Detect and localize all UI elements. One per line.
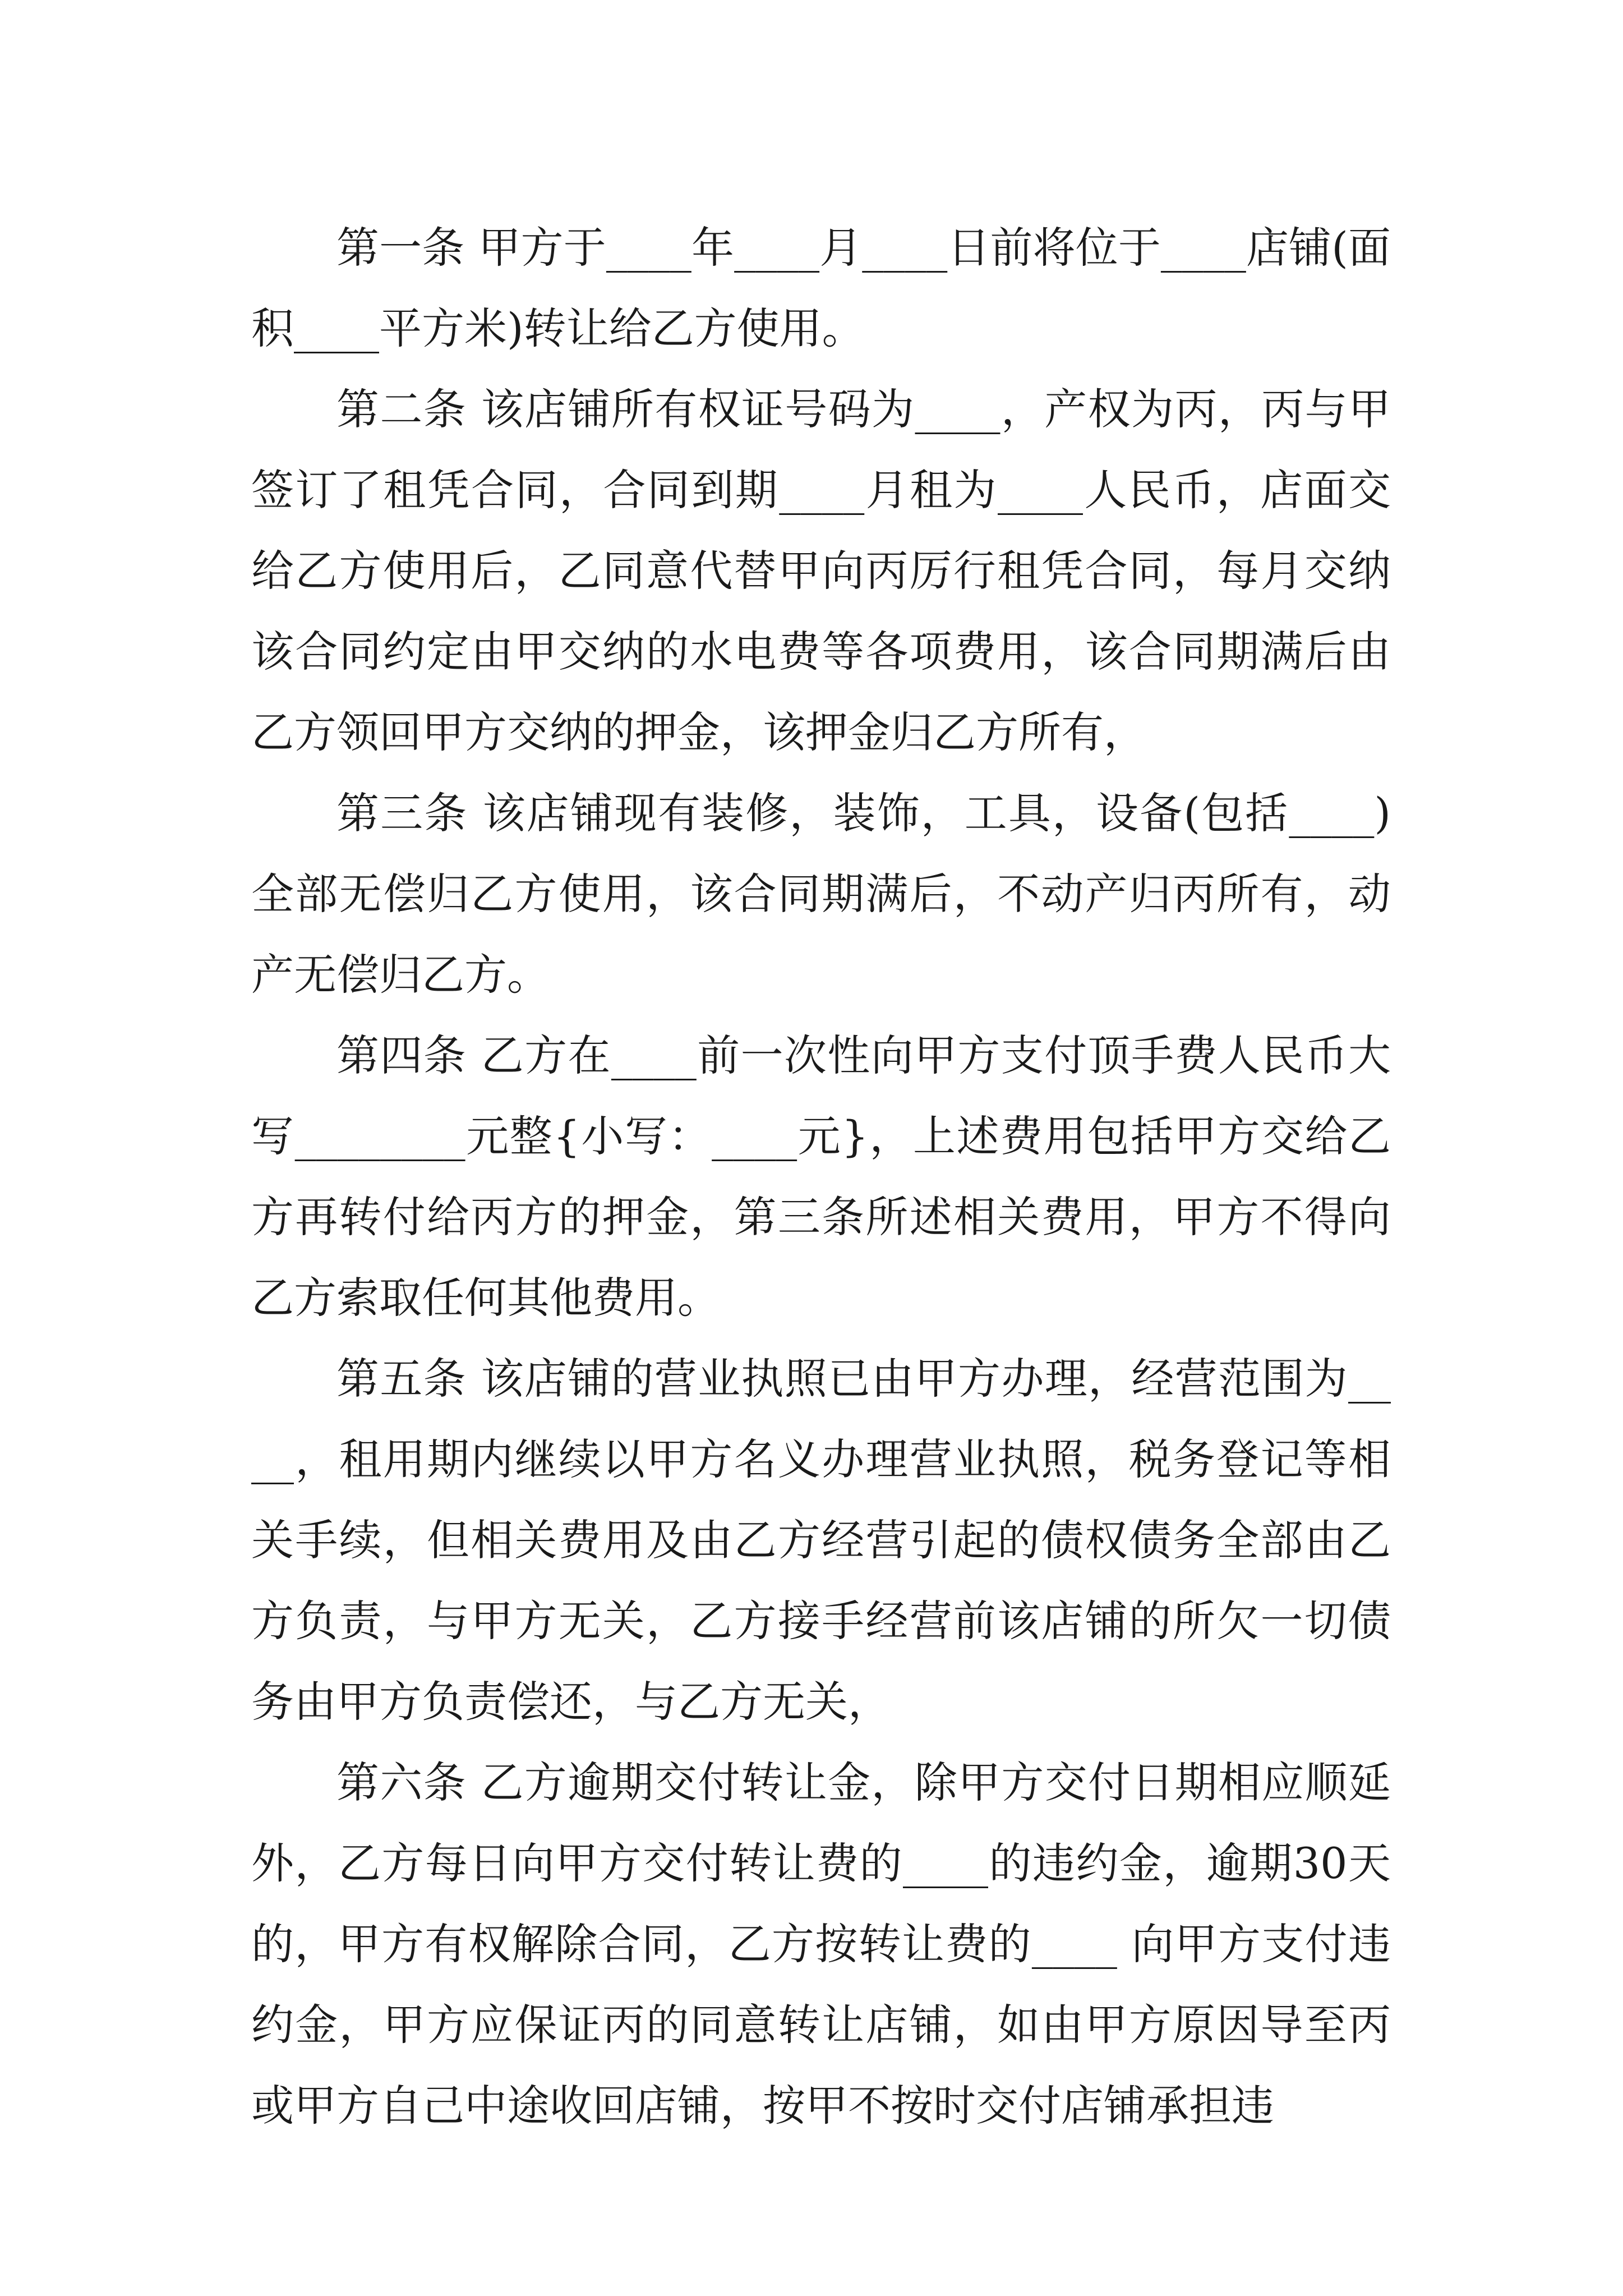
article-1-paragraph: 第一条 甲方于____年____月____日前将位于____店铺(面积____平方米)转让给乙方使用。 <box>251 223 1391 353</box>
article-2-paragraph: 第二条 该店铺所有权证号码为____，产权为丙，丙与甲签订了租凭合同，合同到期____月租为____人民币，店面交给乙方使用后，乙同意代替甲向丙厉行租凭合同，每月交纳该合同约定由甲交纳的水电费等各项费用，该合同期满后由乙方领回甲方交纳的押金，该押金归乙方所有， <box>251 384 1391 757</box>
article-5-paragraph: 第五条 该店铺的营业执照已由甲方办理，经营范围为____，租用期内继续以甲方名义办理营业执照，税务登记等相关手续，但相关费用及由乙方经营引起的债权债务全部由乙方负责，与甲方无关，乙方接手经营前该店铺的所欠一切债务由甲方负责偿还，与乙方无关， <box>251 1354 1391 1727</box>
document-body <box>251 208 1391 2146</box>
article-4-paragraph: 第四条 乙方在____前一次性向甲方支付顶手费人民币大写________元整{小写：____元}，上述费用包括甲方交给乙方再转付给丙方的押金，第三条所述相关费用，甲方不得向乙方索取任何其他费用。 <box>251 1030 1391 1323</box>
article-3-paragraph: 第三条 该店铺现有装修，装饰，工具，设备(包括____)全部无偿归乙方使用，该合同期满后，不动产归丙所有，动产无偿归乙方。 <box>251 788 1391 1000</box>
article-6-paragraph: 第六条 乙方逾期交付转让金，除甲方交付日期相应顺延外，乙方每日向甲方交付转让费的____的违约金，逾期30天的，甲方有权解除合同，乙方按转让费的____ 向甲方支付违约金，甲方应保证丙的同意转让店铺，如由甲方原因导至丙或甲方自己中途收回店铺，按甲不按时交付店铺承担违 <box>251 1757 1391 2131</box>
